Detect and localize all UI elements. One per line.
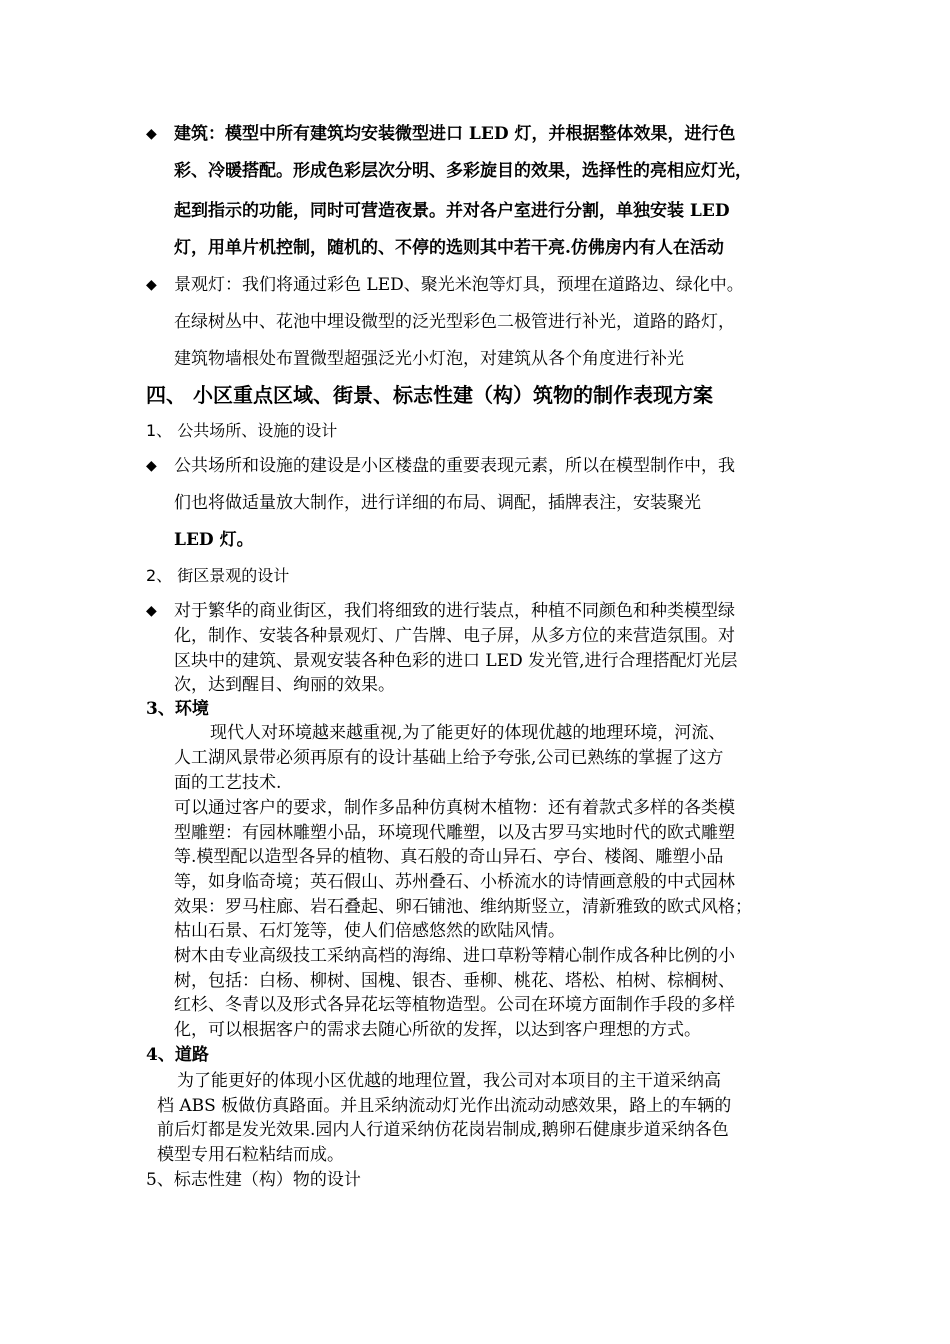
env-p2-line-1: 可以通过客户的要求，制作多品种仿真树木植物：还有着款式多样的各类模 [174,798,735,818]
section-4-heading: 四、 小区重点区域、街景、标志性建（构）筑物的制作表现方案 [146,383,713,407]
road-line-3: 前后灯都是发光效果.园内人行道采纳仿花岗岩制成,鹅卵石健康步道采纳各色 [157,1120,729,1140]
env-p2-line-6: 枯山石景、石灯笼等，使人们倍感悠然的欧陆风情。 [174,921,565,941]
bullet-icon: ◆ [146,126,157,142]
bullet-icon: ◆ [146,458,157,474]
street-line-3: 区块中的建筑、景观安装各种色彩的进口 LED 发光管,进行合理搭配灯光层 [174,651,738,671]
building-line-4: 灯，用单片机控制，随机的、不停的选则其中若干亮.仿佛房内有人在活动 [174,238,724,258]
building-line-2: 彩、冷暖搭配。形成色彩层次分明、多彩旋目的效果，选择性的亮相应灯光， [174,161,752,181]
env-p2-line-3: 等.模型配以造型各异的植物、真石般的奇山异石、亭台、楼阁、雕塑小品 [174,847,724,867]
subsection-4-heading: 4、道路 [146,1045,209,1065]
env-p1-line-1: 现代人对环境越来越重视,为了能更好的体现优越的地理环境，河流、 [210,723,726,743]
road-line-4: 模型专用石粒粘结而成。 [157,1145,344,1165]
building-line-3: 起到指示的功能，同时可营造夜景。并对各户室进行分割，单独安装 LED [174,201,730,221]
public-line-1: 公共场所和设施的建设是小区楼盘的重要表现元素，所以在模型制作中，我 [174,456,735,476]
landscape-light-line-1: 景观灯：我们将通过彩色 LED、聚光米泡等灯具，预埋在道路边、绿化中。 [174,275,744,295]
env-p3-line-3: 红杉、冬青以及形式各异花坛等植物造型。公司在环境方面制作手段的多样 [174,995,735,1015]
road-line-2: 档 ABS 板做仿真路面。并且采纳流动灯光作出流动动感效果，路上的车辆的 [157,1096,732,1116]
public-line-2: 们也将做适量放大制作，进行详细的布局、调配，插牌表注，安装聚光 [174,493,701,513]
env-p2-line-5: 效果：罗马柱廊、岩石叠起、卵石铺池、维纳斯竖立，清新雅致的欧式风格； [174,897,752,917]
env-p2-line-2: 型雕塑：有园林雕塑小品，环境现代雕塑，以及古罗马实地时代的欧式雕塑 [174,823,735,843]
env-p3-line-1: 树木由专业高级技工采纳高档的海绵、进口草粉等精心制作成各种比例的小 [174,946,735,966]
street-line-2: 化，制作、安装各种景观灯、广告牌、电子屏，从多方位的来营造氛围。对 [174,626,735,646]
landscape-light-line-3: 建筑物墙根处布置微型超强泛光小灯泡，对建筑从各个角度进行补光 [174,349,684,369]
subsection-1-heading: 1、 公共场所、设施的设计 [146,421,338,440]
subsection-5-heading: 5、标志性建（构）物的设计 [146,1170,361,1190]
bullet-icon: ◆ [146,277,157,293]
road-line-1: 为了能更好的体现小区优越的地理位置，我公司对本项目的主干道采纳高 [177,1071,721,1091]
subsection-3-heading: 3、环境 [146,699,209,719]
subsection-2-heading: 2、 街区景观的设计 [146,566,290,585]
street-line-4: 次，达到醒目、绚丽的效果。 [174,675,395,695]
env-p3-line-4: 化，可以根据客户的需求去随心所欲的发挥，以达到客户理想的方式。 [174,1020,701,1040]
building-line-1: 建筑：模型中所有建筑均安装微型进口 LED 灯，并根据整体效果，进行色 [174,124,736,144]
env-p1-line-3: 面的工艺技术. [174,773,282,793]
env-p3-line-2: 树，包括：白杨、柳树、国槐、银杏、垂柳、桃花、塔松、柏树、棕榈树、 [174,971,735,991]
bullet-icon: ◆ [146,603,157,619]
street-line-1: 对于繁华的商业街区，我们将细致的进行装点，种植不同颜色和种类模型绿 [174,601,735,621]
landscape-light-line-2: 在绿树丛中、花池中埋设微型的泛光型彩色二极管进行补光，道路的路灯， [174,312,735,332]
public-line-3: LED 灯。 [174,530,254,550]
env-p2-line-4: 等，如身临奇境；英石假山、苏州叠石、小桥流水的诗情画意般的中式园林 [174,872,735,892]
env-p1-line-2: 人工湖风景带必须再原有的设计基础上给予夸张,公司已熟练的掌握了这方 [174,748,724,768]
